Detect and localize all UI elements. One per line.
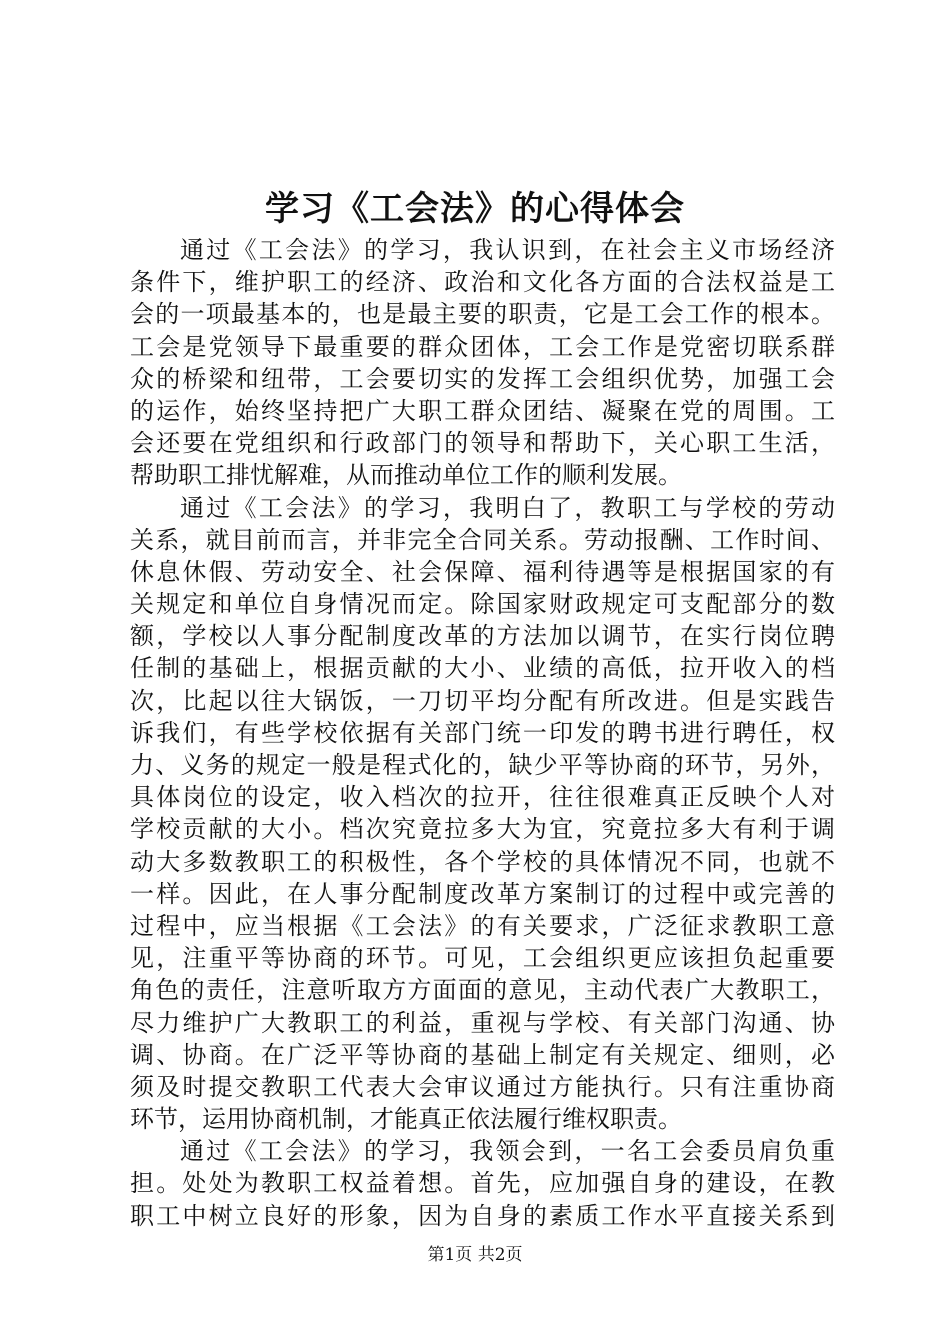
paragraph-2-line: 动大多数教职工的积极性，各个学校的具体情况不同，也就不	[130, 847, 835, 876]
paragraph-3-line: 担。处处为教职工权益着想。首先，应加强自身的建设，在教	[130, 1169, 835, 1198]
paragraph-2-line: 力、义务的规定一般是程式化的，缺少平等协商的环节，另外，	[130, 751, 835, 779]
paragraph-1-line: 通过《工会法》的学习，我认识到，在社会主义市场经济	[180, 236, 835, 264]
paragraph-2-line: 调、协商。在广泛平等协商的基础上制定有关规定、细则，必	[130, 1040, 835, 1069]
paragraph-1-line: 条件下，维护职工的经济、政治和文化各方面的合法权益是工	[130, 268, 835, 297]
paragraph-2-line: 关规定和单位自身情况而定。除国家财政规定可支配部分的数	[130, 590, 835, 619]
page-footer: 第1页 共2页	[427, 1245, 523, 1265]
paragraph-2-line: 过程中，应当根据《工会法》的有关要求，广泛征求教职工意	[130, 911, 835, 940]
paragraph-2-line: 环节，运用协商机制，才能真正依法履行维权职责。	[130, 1105, 682, 1134]
paragraph-3-line: 职工中树立良好的形象，因为自身的素质工作水平直接关系到	[130, 1201, 835, 1230]
paragraph-1-line: 众的桥梁和纽带，工会要切实的发挥工会组织优势，加强工会	[130, 364, 835, 393]
paragraph-2-line: 见，注重平等协商的环节。可见，工会组织更应该担负起重要	[130, 944, 835, 973]
paragraph-2-line: 一样。因此，在人事分配制度改革方案制订的过程中或完善的	[130, 879, 835, 908]
paragraph-1-line: 会还要在党组织和行政部门的领导和帮助下，关心职工生活，	[130, 429, 835, 458]
paragraph-2-line: 角色的责任，注意听取方方面面的意见，主动代表广大教职工，	[130, 976, 835, 1005]
paragraph-2-line: 诉我们，有些学校依据有关部门统一印发的聘书进行聘任，权	[130, 718, 835, 747]
document-body	[130, 234, 835, 1232]
paragraph-2-line: 任制的基础上，根据贡献的大小、业绩的高低，拉开收入的档	[130, 654, 835, 683]
paragraph-2-line: 尽力维护广大教职工的利益，重视与学校、有关部门沟通、协	[130, 1008, 835, 1037]
paragraph-2-line: 休息休假、劳动安全、社会保障、福利待遇等是根据国家的有	[130, 557, 835, 586]
paragraph-2-line: 关系，就目前而言，并非完全合同关系。劳动报酬、工作时间、	[130, 525, 835, 554]
paragraph-1-line: 帮助职工排忧解难，从而推动单位工作的顺利发展。	[130, 461, 682, 490]
paragraph-1-line: 会的一项最基本的，也是最主要的职责，它是工会工作的根本。	[130, 300, 835, 329]
paragraph-2-line: 具体岗位的设定，收入档次的拉开，往往很难真正反映个人对	[130, 783, 835, 812]
paragraph-2-line: 次，比起以往大锅饭，一刀切平均分配有所改进。但是实践告	[130, 686, 835, 715]
paragraph-1-line: 工会是党领导下最重要的群众团体，工会工作是党密切联系群	[130, 332, 835, 361]
paragraph-1-line: 的运作，始终坚持把广大职工群众团结、凝聚在党的周围。工	[130, 396, 835, 425]
paragraph-2-line: 须及时提交教职工代表大会审议通过方能执行。只有注重协商	[130, 1072, 835, 1101]
document-title: 学习《工会法》的心得体会	[265, 189, 685, 229]
paragraph-2-line: 通过《工会法》的学习，我明白了，教职工与学校的劳动	[180, 493, 835, 522]
paragraph-2-line: 学校贡献的大小。档次究竟拉多大为宜，究竟拉多大有利于调	[130, 815, 835, 844]
paragraph-2-line: 额，学校以人事分配制度改革的方法加以调节，在实行岗位聘	[130, 622, 835, 651]
paragraph-3-line: 通过《工会法》的学习，我领会到，一名工会委员肩负重	[180, 1137, 835, 1166]
